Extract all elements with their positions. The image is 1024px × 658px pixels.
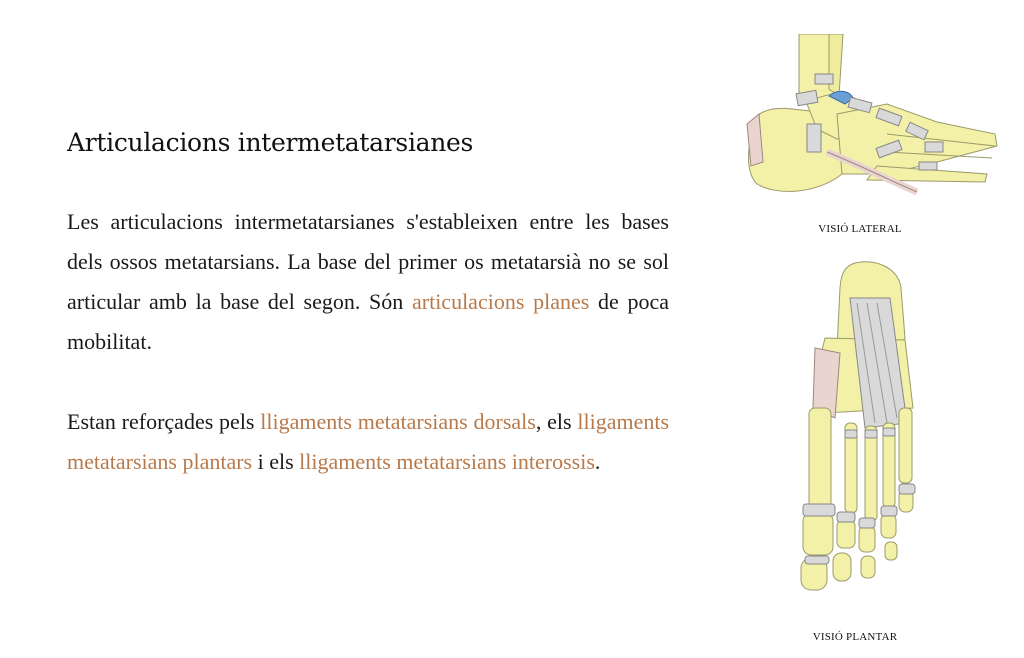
para1-text-1: Les articulacions intermetatarsianes s'estableixen entre les bases dels ossos metatarsians. La base del primer os metatarsià no se sol articular amb la base del segon. Són <box>67 209 669 314</box>
caption-lateral-view: VISIÓ LATERAL <box>818 223 902 235</box>
para2-text-1: Estan reforçades pels <box>67 409 261 434</box>
page-title: Articulacions intermetatarsianes <box>67 128 474 157</box>
link-articulacions-planes[interactable]: articulacions planes <box>411 289 590 314</box>
para1-text-2: de poca mobilitat. <box>67 289 669 354</box>
para2-text-2: , els <box>535 409 578 434</box>
caption-plantar-view: VISIÓ PLANTAR <box>812 631 898 643</box>
main-content <box>67 128 669 522</box>
para2-text-4: . <box>594 449 601 474</box>
link-lligaments-dorsals[interactable]: lligaments metatarsians dorsals <box>260 409 536 434</box>
paragraph-description <box>67 202 669 362</box>
foot-lateral-view-illustration <box>737 34 999 204</box>
link-lligaments-interossis[interactable]: lligaments metatarsians interossis <box>299 449 595 474</box>
foot-plantar-view-illustration <box>795 258 935 618</box>
link-lligaments-plantars[interactable]: lligaments metatarsians plantars <box>67 409 670 474</box>
para2-text-3: i els <box>252 449 300 474</box>
paragraph-ligaments <box>67 402 669 482</box>
